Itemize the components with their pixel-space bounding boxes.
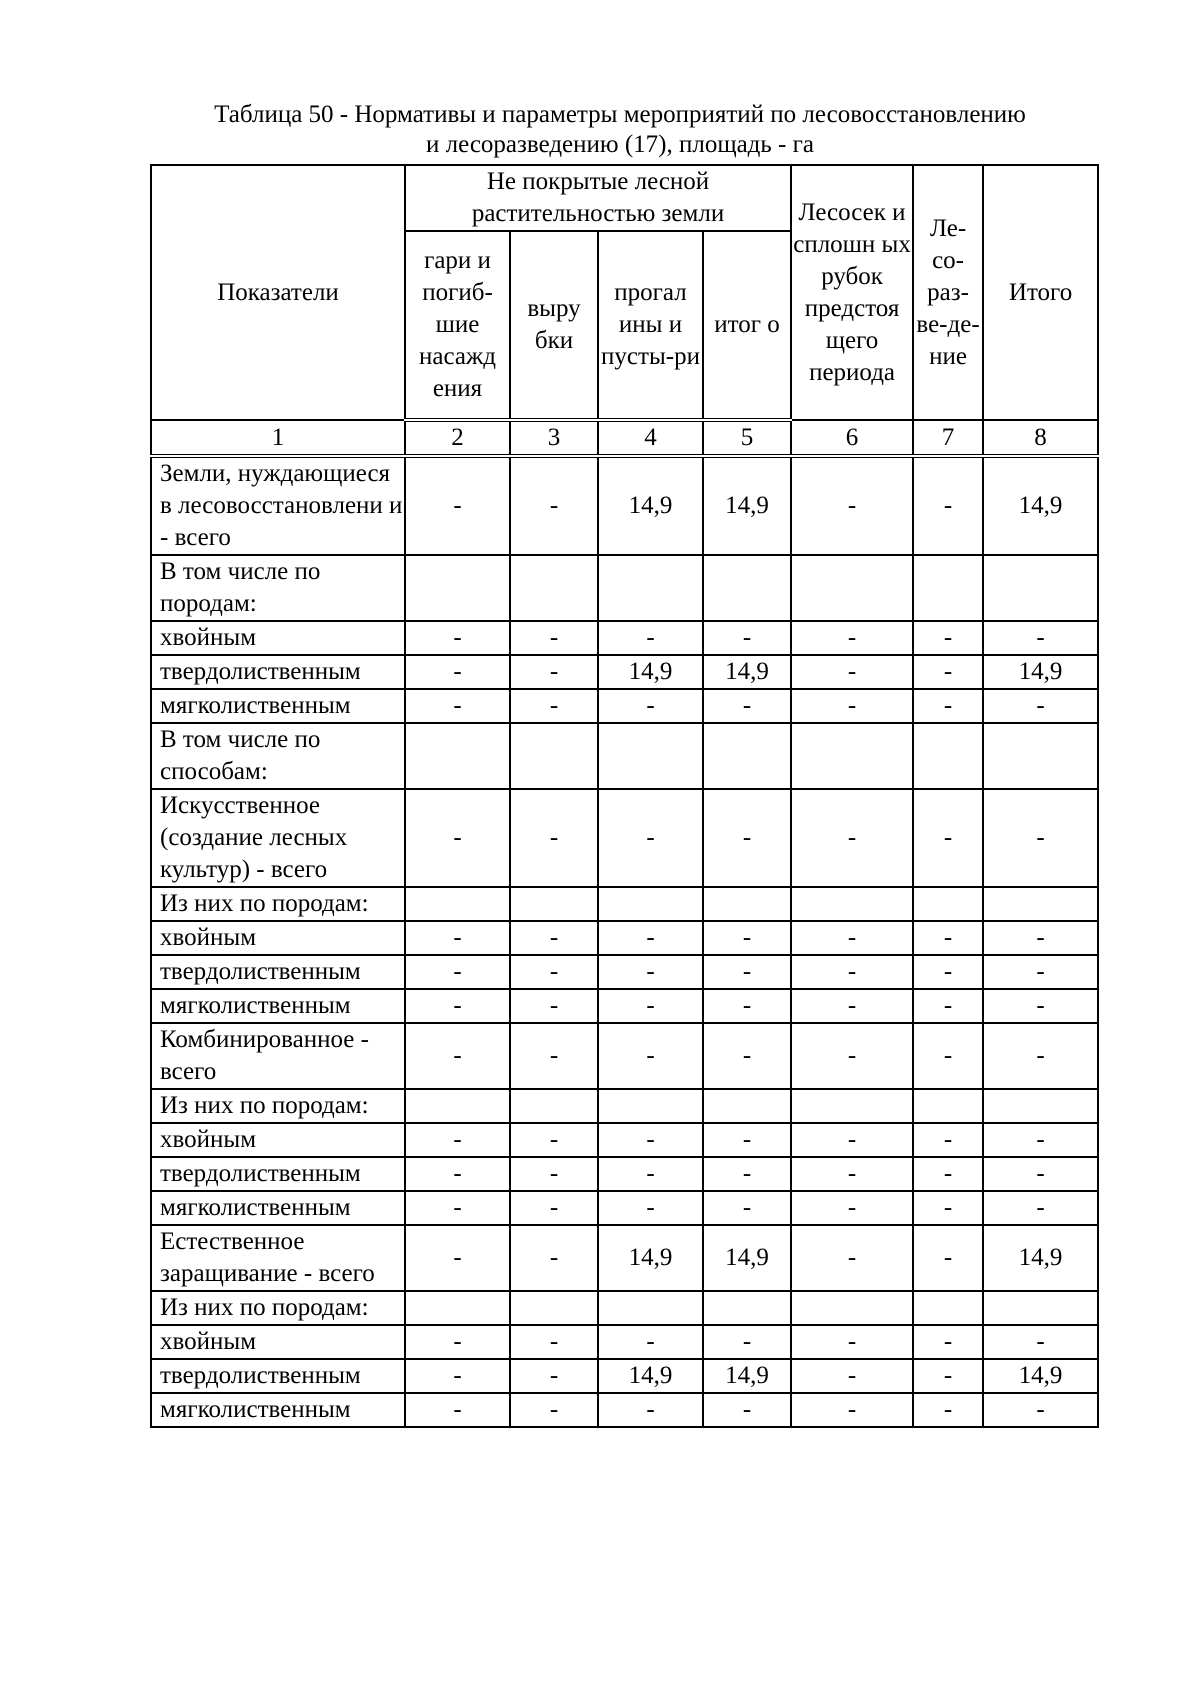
table-cell: - <box>983 689 1098 723</box>
table-cell: - <box>913 1393 983 1427</box>
table-cell: - <box>510 689 598 723</box>
header-glades: прогал ины и пусты-ри <box>598 231 703 420</box>
table-row <box>151 689 1098 723</box>
table-cell: 14,9 <box>598 456 703 555</box>
header-subtotal: итог о <box>703 231 791 420</box>
table-cell: - <box>791 1023 913 1089</box>
row-label: Комбинированное - всего <box>151 1023 405 1089</box>
table-cell: - <box>510 1393 598 1427</box>
table-cell: - <box>983 1123 1098 1157</box>
table-cell: - <box>510 1325 598 1359</box>
table-cell <box>405 1291 510 1325</box>
table-cell <box>510 1291 598 1325</box>
table-cell: - <box>913 955 983 989</box>
table-cell: - <box>983 1157 1098 1191</box>
row-label: мягколиственным <box>151 989 405 1023</box>
table-cell: - <box>913 655 983 689</box>
table-row <box>151 789 1098 887</box>
row-label: Из них по породам: <box>151 887 405 921</box>
table-cell: - <box>913 689 983 723</box>
table-cell: - <box>510 989 598 1023</box>
column-number: 5 <box>703 420 791 456</box>
table-cell: - <box>598 1325 703 1359</box>
table-row <box>151 1325 1098 1359</box>
table-cell: - <box>510 789 598 887</box>
row-label: мягколиственным <box>151 1393 405 1427</box>
row-label: Естественное заращивание - всего <box>151 1225 405 1291</box>
table-cell: - <box>598 955 703 989</box>
table-cell <box>913 1291 983 1325</box>
table-cell: - <box>405 1359 510 1393</box>
table-row <box>151 655 1098 689</box>
table-cell: - <box>791 1393 913 1427</box>
table-cell: - <box>791 456 913 555</box>
caption-line-1: Таблица 50 - Нормативы и параметры мероприятий по лесовосстановлению <box>214 101 1026 128</box>
table-cell <box>510 555 598 621</box>
header-not-covered-group: Не покрытые лесной растительностью земли <box>405 165 791 231</box>
row-label: твердолиственным <box>151 955 405 989</box>
row-label: Из них по породам: <box>151 1089 405 1123</box>
table-cell <box>405 555 510 621</box>
table-cell: - <box>405 789 510 887</box>
table-cell: - <box>405 1191 510 1225</box>
table-cell: - <box>983 955 1098 989</box>
table-row <box>151 1089 1098 1123</box>
table-cell: - <box>405 1023 510 1089</box>
table-cell <box>703 555 791 621</box>
table-cell: - <box>983 621 1098 655</box>
column-number: 2 <box>405 420 510 456</box>
table-cell: - <box>405 921 510 955</box>
row-label: хвойным <box>151 1123 405 1157</box>
table-row <box>151 1291 1098 1325</box>
table-body <box>151 420 1098 1427</box>
table-row <box>151 921 1098 955</box>
table-cell <box>598 1291 703 1325</box>
table-cell: - <box>405 456 510 555</box>
table-cell: - <box>510 1157 598 1191</box>
table-cell: - <box>405 1157 510 1191</box>
column-number-row <box>151 420 1098 456</box>
table-cell <box>598 1089 703 1123</box>
table-cell: 14,9 <box>703 1359 791 1393</box>
table-cell: - <box>913 789 983 887</box>
table-cell <box>983 887 1098 921</box>
table-cell: - <box>791 1191 913 1225</box>
table-cell: - <box>510 655 598 689</box>
table-cell <box>791 1291 913 1325</box>
table-row <box>151 1023 1098 1089</box>
table-cell: - <box>791 1359 913 1393</box>
table-row <box>151 456 1098 555</box>
table-cell: - <box>598 1191 703 1225</box>
row-label: хвойным <box>151 621 405 655</box>
table-cell: - <box>405 621 510 655</box>
table-cell <box>405 1089 510 1123</box>
table-cell: - <box>703 689 791 723</box>
table-cell: - <box>913 1191 983 1225</box>
table-row <box>151 1225 1098 1291</box>
table-cell: - <box>703 955 791 989</box>
table-row <box>151 1123 1098 1157</box>
table-cell: - <box>510 1123 598 1157</box>
row-label: мягколиственным <box>151 1191 405 1225</box>
table-cell: - <box>703 989 791 1023</box>
table-cell: - <box>598 1123 703 1157</box>
table-cell: - <box>791 989 913 1023</box>
table-cell: - <box>703 1325 791 1359</box>
header-burnt: гари и погиб-шие насажд ения <box>405 231 510 420</box>
table-cell: - <box>703 1023 791 1089</box>
row-label: Искусственное (создание лесных культур) - всего <box>151 789 405 887</box>
table-cell: - <box>510 1225 598 1291</box>
caption-line-2: и лесоразведению (17), площадь - га <box>426 131 814 158</box>
table-cell: - <box>913 921 983 955</box>
table-cell <box>791 1089 913 1123</box>
table-cell <box>703 887 791 921</box>
table-cell: - <box>510 1191 598 1225</box>
column-number: 4 <box>598 420 703 456</box>
table-cell: - <box>405 1123 510 1157</box>
header-indicators: Показатели <box>151 165 405 420</box>
table-cell: - <box>510 1359 598 1393</box>
row-label: хвойным <box>151 921 405 955</box>
table-cell <box>510 1089 598 1123</box>
forest-restoration-table <box>150 164 1099 1428</box>
table-cell: - <box>703 1191 791 1225</box>
table-cell <box>913 723 983 789</box>
table-cell: - <box>791 1157 913 1191</box>
table-row <box>151 621 1098 655</box>
table-cell: - <box>703 921 791 955</box>
table-cell <box>598 723 703 789</box>
table-cell: - <box>913 456 983 555</box>
row-label: Земли, нуждающиеся в лесовосстановлени и - всего <box>151 456 405 555</box>
table-cell <box>983 555 1098 621</box>
table-cell: 14,9 <box>703 456 791 555</box>
table-cell: 14,9 <box>598 1225 703 1291</box>
table-cell <box>791 555 913 621</box>
column-number: 6 <box>791 420 913 456</box>
table-cell: 14,9 <box>598 1359 703 1393</box>
row-label: В том числе по породам: <box>151 555 405 621</box>
table-cell: - <box>983 1393 1098 1427</box>
table-cell: - <box>913 1023 983 1089</box>
table-cell <box>405 887 510 921</box>
table-cell: - <box>791 955 913 989</box>
table-row <box>151 1157 1098 1191</box>
table-cell: - <box>703 1157 791 1191</box>
table-cell: 14,9 <box>983 456 1098 555</box>
row-label: В том числе по способам: <box>151 723 405 789</box>
table-cell: - <box>913 621 983 655</box>
row-label: хвойным <box>151 1325 405 1359</box>
table-cell <box>510 723 598 789</box>
table-cell: - <box>913 989 983 1023</box>
table-row <box>151 555 1098 621</box>
table-cell: - <box>983 1325 1098 1359</box>
table-row <box>151 955 1098 989</box>
header-felling-areas: Лесосек и сплошн ых рубок предстоя щего периода <box>791 165 913 420</box>
table-cell: - <box>703 789 791 887</box>
table-cell: - <box>791 621 913 655</box>
table-cell: - <box>598 1157 703 1191</box>
table-cell: - <box>405 1325 510 1359</box>
table-cell <box>983 723 1098 789</box>
table-cell <box>791 723 913 789</box>
row-label: твердолиственным <box>151 655 405 689</box>
table-cell <box>913 1089 983 1123</box>
table-cell: 14,9 <box>983 1225 1098 1291</box>
table-cell: - <box>913 1123 983 1157</box>
row-label: мягколиственным <box>151 689 405 723</box>
column-number: 8 <box>983 420 1098 456</box>
table-cell: 14,9 <box>983 655 1098 689</box>
table-cell: - <box>791 921 913 955</box>
table-cell: - <box>510 621 598 655</box>
table-row <box>151 1359 1098 1393</box>
table-cell: - <box>913 1157 983 1191</box>
table-cell <box>913 887 983 921</box>
table-cell: - <box>703 1393 791 1427</box>
table-cell: - <box>791 655 913 689</box>
table-cell: - <box>913 1359 983 1393</box>
column-number: 7 <box>913 420 983 456</box>
table-cell <box>791 887 913 921</box>
table-cell: - <box>913 1325 983 1359</box>
table-cell: - <box>510 921 598 955</box>
table-cell: - <box>405 689 510 723</box>
column-number: 1 <box>151 420 405 456</box>
table-cell: - <box>983 1191 1098 1225</box>
table-cell <box>983 1089 1098 1123</box>
table-cell: - <box>598 1393 703 1427</box>
table-cell: - <box>703 621 791 655</box>
table-cell <box>703 1089 791 1123</box>
table-cell: - <box>405 1393 510 1427</box>
header-total: Итого <box>983 165 1098 420</box>
table-cell: - <box>791 789 913 887</box>
table-cell: - <box>598 621 703 655</box>
table-row <box>151 1191 1098 1225</box>
table-cell <box>983 1291 1098 1325</box>
table-cell: - <box>598 689 703 723</box>
table-cell: 14,9 <box>703 1225 791 1291</box>
table-cell: 14,9 <box>983 1359 1098 1393</box>
table-cell: - <box>983 1023 1098 1089</box>
table-cell: - <box>510 955 598 989</box>
table-cell: 14,9 <box>598 655 703 689</box>
table-row <box>151 723 1098 789</box>
table-cell: - <box>598 989 703 1023</box>
column-number: 3 <box>510 420 598 456</box>
header-cuttings: выру бки <box>510 231 598 420</box>
table-cell: - <box>598 921 703 955</box>
table-cell: - <box>983 921 1098 955</box>
table-cell: - <box>510 456 598 555</box>
table-cell: - <box>405 955 510 989</box>
table-cell: 14,9 <box>703 655 791 689</box>
table-row <box>151 1393 1098 1427</box>
table-cell: - <box>983 989 1098 1023</box>
table-row <box>151 887 1098 921</box>
table-cell: - <box>405 989 510 1023</box>
table-cell: - <box>791 1225 913 1291</box>
table-cell <box>913 555 983 621</box>
table-cell <box>703 1291 791 1325</box>
row-label: твердолиственным <box>151 1359 405 1393</box>
table-cell: - <box>983 789 1098 887</box>
table-cell: - <box>791 1123 913 1157</box>
table-row <box>151 989 1098 1023</box>
table-cell: - <box>913 1225 983 1291</box>
table-cell: - <box>405 655 510 689</box>
table-cell <box>405 723 510 789</box>
row-label: Из них по породам: <box>151 1291 405 1325</box>
table-cell: - <box>510 1023 598 1089</box>
table-caption <box>130 100 1110 160</box>
table-cell <box>598 555 703 621</box>
table-cell: - <box>703 1123 791 1157</box>
table-cell: - <box>791 1325 913 1359</box>
header-afforestation: Ле-со-раз-ве-де-ние <box>913 165 983 420</box>
row-label: твердолиственным <box>151 1157 405 1191</box>
table-cell <box>703 723 791 789</box>
table-cell <box>598 887 703 921</box>
table-cell <box>510 887 598 921</box>
table-cell: - <box>405 1225 510 1291</box>
table-cell: - <box>598 1023 703 1089</box>
table-cell: - <box>791 689 913 723</box>
table-cell: - <box>598 789 703 887</box>
